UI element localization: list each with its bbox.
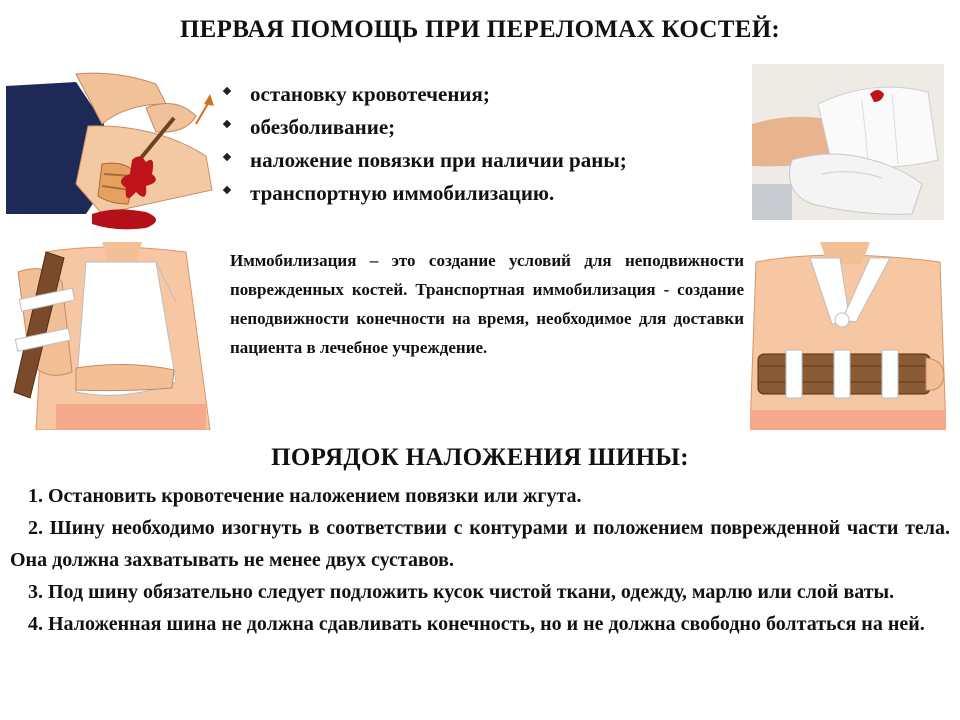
diamond-bullet-icon (223, 87, 231, 95)
tourniquet-illustration (6, 64, 214, 232)
diamond-bullet-icon (223, 153, 231, 161)
first-aid-list (218, 78, 627, 210)
list-item (218, 111, 627, 144)
list-item-text: остановку кровотечения; (250, 82, 490, 106)
list-item (218, 78, 627, 111)
bandaged-hand-illustration (752, 64, 944, 220)
step-item: 1. Остановить кровотечение наложением повязки или жгута. (28, 485, 582, 507)
list-item-text: наложение повязки при наличии раны; (250, 148, 627, 172)
list-item-text: транспортную иммобилизацию. (250, 181, 555, 205)
list-item (218, 177, 627, 210)
splint-steps (10, 480, 950, 640)
diamond-bullet-icon (223, 120, 231, 128)
forearm-splint-sling-illustration (750, 242, 946, 430)
immobilization-definition: Иммобилизация – это создание условий для неподвижности поврежденных костей. Транспортная иммобилизация - создание неподвижности конечности на время, необходимое для доставки пациента в лечебное учреждение. (230, 251, 744, 357)
list-item-text: обезболивание; (250, 115, 396, 139)
step-item: 3. Под шину обязательно следует подложить кусок чистой ткани, одежду, марлю или слой ваты. (28, 581, 895, 603)
step-item: 4. Наложенная шина не должна сдавливать конечность, но и не должна свободно болтаться на ней. (28, 613, 925, 635)
page-title: ПЕРВАЯ ПОМОЩЬ ПРИ ПЕРЕЛОМАХ КОСТЕЙ: (179, 16, 781, 43)
list-item (218, 144, 627, 177)
arm-sling-splint-illustration (6, 242, 214, 430)
procedure-heading: ПОРЯДОК НАЛОЖЕНИЯ ШИНЫ: (271, 444, 689, 471)
diamond-bullet-icon (223, 186, 231, 194)
step-item: 2. Шину необходимо изогнуть в соответствии с контурами и положением поврежденной части тела. Она должна захватывать не менее двух суставов. (10, 517, 950, 571)
